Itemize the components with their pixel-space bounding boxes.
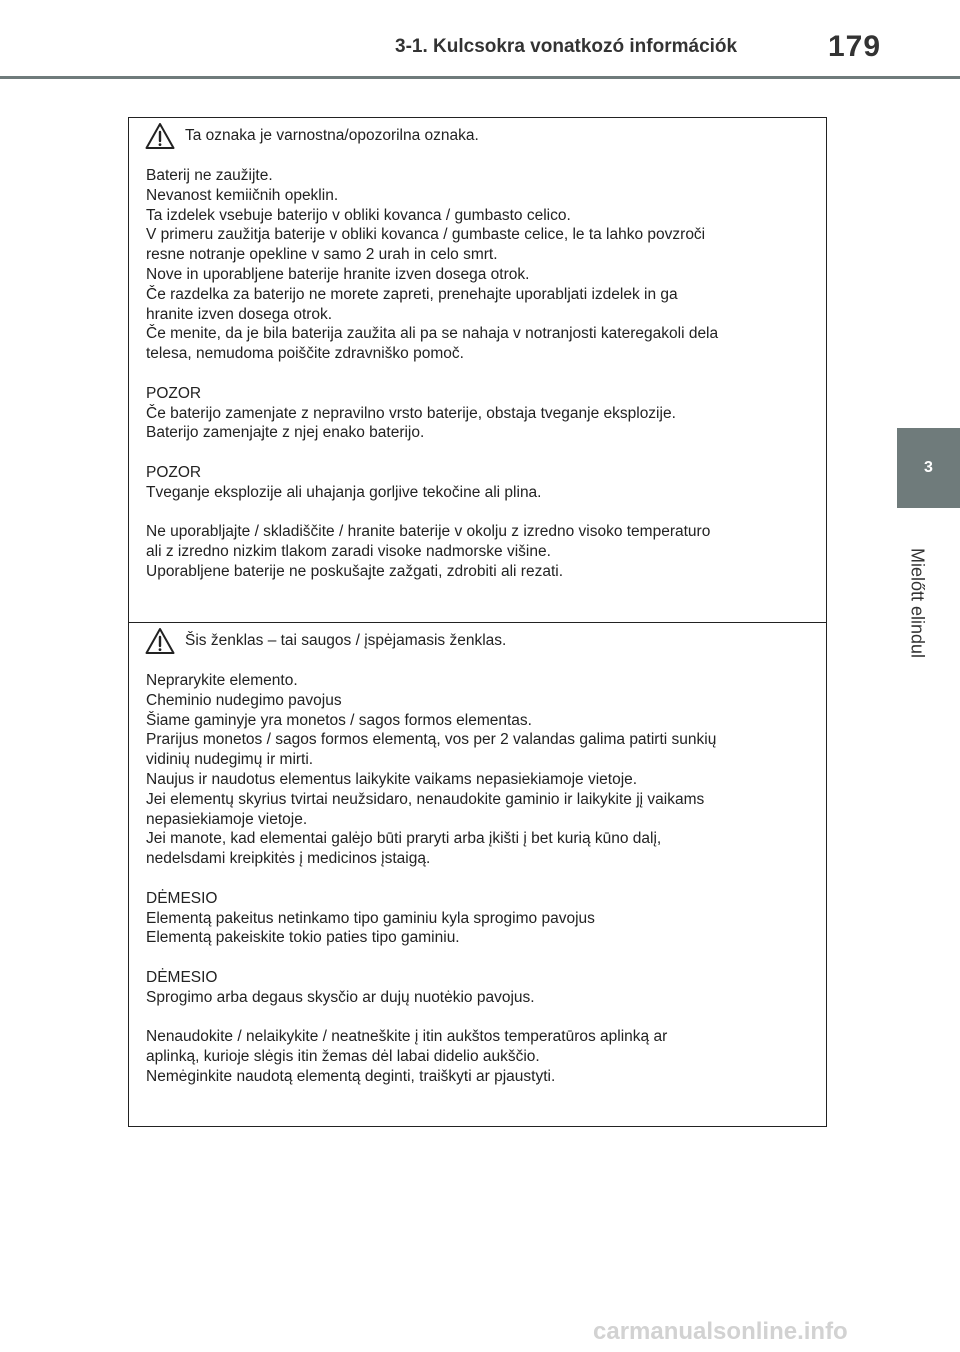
warning-line: Tveganje eksplozije ali uhajanja gorljive tekočine ali plina. [146,483,542,501]
paragraph-gap [146,364,816,384]
warning-block-slovenian [129,118,826,622]
warning-text-lithuanian [146,671,816,1087]
page-number: 179 [828,30,882,63]
warning-line: ali z izredno nizkim tlakom zaradi visoke nadmorske višine. [146,543,551,561]
warning-line: Naujus ir naudotus elementus laikykite vaikams nepasiekiamoje vietoje. [146,770,638,788]
warning-block-lithuanian [129,622,826,1127]
warning-line: Nevanost kemiičnih opeklin. [146,186,339,204]
paragraph-gap [146,503,816,523]
warning-line: Elementą pakeitus netinkamo tipo gaminiu kyla sprogimo pavojus [146,909,595,927]
warning-line: Baterijo zamenjajte z njej enako baterijo. [146,424,425,442]
section-title: 3-1. Kulcsokra vonatkozó információk [395,36,738,57]
warning-line: POZOR [146,384,202,402]
warning-line: Jei elementų skyrius tvirtai neužsidaro, nenaudokite gaminio ir laikykite jį vaikams [146,790,705,808]
warning-heading-row [145,627,506,655]
warning-line: Jei manote, kad elementai galėjo būti praryti arba įkišti į bet kurią kūno dalį, [146,830,662,848]
warning-line: V primeru zaužitja baterije v obliki kovanca / gumbaste celice, le ta lahko povzroči [146,226,706,244]
header-divider [0,76,960,79]
warning-line: hranite izven dosega otrok. [146,305,333,323]
warning-line: vidinių nudegimų ir mirti. [146,751,314,769]
warning-line: Nenaudokite / nelaikykite / neatneškite į itin aukštos temperatūros aplinką ar [146,1028,668,1046]
warning-line: aplinką, kurioje slėgis itin žemas dėl labai didelio aukščio. [146,1048,540,1066]
warning-heading: Ta oznaka je varnostna/opozorilna oznaka. [185,127,479,144]
warning-line: Sprogimo arba degaus skysčio ar dujų nuotėkio pavojus. [146,988,535,1006]
warning-line: Uporabljene baterije ne poskušajte zažgati, zdrobiti ali rezati. [146,562,564,580]
chapter-tab [897,428,960,508]
chapter-side-label [880,518,954,688]
warning-heading-row [145,122,479,150]
warning-triangle-icon [145,122,175,150]
warning-line: Baterij ne zaužijte. [146,167,273,184]
warning-line: Cheminio nudegimo pavojus [146,691,342,709]
warning-line: Če menite, da je bila baterija zaužita ali pa se nahaja v notranjosti kateregakoli dela [146,325,719,343]
warning-line: nedelsdami kreipkitės į medicinos įstaigą. [146,850,431,868]
paragraph-gap [146,443,816,463]
warning-triangle-icon [145,627,175,655]
warning-line: telesa, nemudoma poiščite zdravniško pomoč. [146,345,464,363]
warning-line: resne notranje opekline v samo 2 urah in celo smrt. [146,246,498,264]
warning-line: Ta izdelek vsebuje baterijo v obliki kovanca / gumbasto celico. [146,206,571,224]
paragraph-gap [146,869,816,889]
warning-line: POZOR [146,463,202,481]
warning-line: DĖMESIO [146,968,218,986]
warning-line: Če baterijo zamenjate z nepravilno vrsto baterije, obstaja tveganje eksplozije. [146,404,676,422]
watermark: carmanualsonline.info [593,1318,848,1345]
warning-line: Neprarykite elemento. [146,672,298,689]
paragraph-gap [146,948,816,968]
warning-line: nepasiekiamoje vietoje. [146,810,308,828]
warning-text-slovenian [146,166,816,582]
warning-line: DĖMESIO [146,889,218,907]
warning-line: Prarijus monetos / sagos formos elementą, vos per 2 valandas galima patirti sunkių [146,731,717,749]
warning-line: Nemėginkite naudotą elementą deginti, traiškyti ar pjaustyti. [146,1067,556,1085]
warning-line: Šiame gaminyje yra monetos / sagos formos elementas. [146,711,532,729]
warning-heading: Šis ženklas – tai saugos / įspėjamasis ženklas. [185,632,507,649]
paragraph-gap [146,1008,816,1028]
chapter-title: Mielőtt elindul [907,547,928,659]
warning-line: Če razdelka za baterijo ne morete zapreti, prenehajte uporabljati izdelek in ga [146,285,678,303]
warning-line: Elementą pakeiskite tokio paties tipo gaminiu. [146,929,460,947]
chapter-number: 3 [924,459,933,476]
battery-warning-box [128,117,827,1127]
warning-line: Nove in uporabljene baterije hranite izven dosega otrok. [146,265,530,283]
warning-line: Ne uporabljajte / skladiščite / hranite baterije v okolju z izredno visoko temperaturo [146,523,711,541]
